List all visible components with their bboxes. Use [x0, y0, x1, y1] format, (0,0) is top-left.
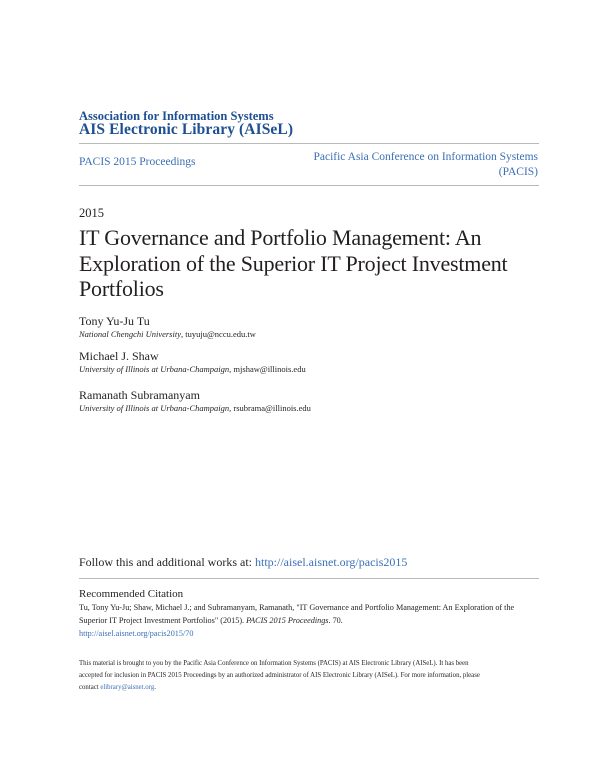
follow-link[interactable]: http://aisel.aisnet.org/pacis2015 [255, 555, 408, 569]
publication-year: 2015 [79, 206, 104, 220]
footer-period: . [154, 684, 156, 691]
title-line-3: Portfolios [79, 276, 164, 301]
citation-text [79, 601, 549, 640]
author-name: Michael J. Shaw [79, 349, 159, 363]
citation-line-1: Tu, Tony Yu-Ju; Shaw, Michael J.; and Subramanyam, Ramanath, "IT Governance and Portfolio Management: An Exploration of the [79, 603, 515, 612]
author-name: Tony Yu-Ju Tu [79, 314, 150, 328]
citation-line-2 [79, 614, 549, 627]
citation-divider [79, 578, 539, 579]
author-email: , mjshaw@illinois.edu [229, 364, 306, 374]
conference-link-line2: (PACIS) [498, 166, 538, 178]
proceedings-link[interactable]: PACIS 2015 Proceedings [79, 156, 196, 168]
citation-line-2-pre: Superior IT Project Investment Portfolios" (2015). [79, 616, 247, 625]
follow-works [79, 555, 407, 570]
author-name: Ramanath Subramanyam [79, 388, 200, 402]
footer-line-3 [79, 682, 549, 694]
author-affiliation [79, 329, 256, 339]
contact-email-link[interactable]: elibrary@aisnet.org [100, 684, 155, 691]
citation-line-2-post: . 70. [328, 616, 343, 625]
recommended-citation-heading: Recommended Citation [79, 588, 184, 600]
title-line-2: Exploration of the Superior IT Project Investment [79, 250, 508, 276]
conference-link[interactable] [278, 150, 538, 180]
citation-link[interactable]: http://aisel.aisnet.org/pacis2015/70 [79, 629, 194, 638]
affiliation-name: University of Illinois at Urbana-Champaign [79, 403, 230, 413]
footer-line-2: accepted for inclusion in PACIS 2015 Proceedings by an authorized administrator of AIS Electronic Library (AISeL). For more information, please [79, 672, 480, 679]
header-divider-top [79, 143, 539, 144]
author-email: , rsubrama@illinois.edu [229, 403, 311, 413]
follow-label: Follow this and additional works at: [79, 555, 255, 569]
header-divider-bottom [79, 185, 539, 186]
footer-note [79, 658, 549, 694]
affiliation-name: National Chengchi University [79, 329, 181, 339]
footer-line-1: This material is brought to you by the Pacific Asia Conference on Information Systems (PACIS) at AIS Electronic Library (AISeL). It has been [79, 660, 469, 667]
affiliation-name: University of Illinois at Urbana-Champaign [79, 364, 230, 374]
footer-contact-label: contact [79, 684, 101, 691]
author-email: , tuyuju@nccu.edu.tw [181, 329, 256, 339]
conference-link-line1: Pacific Asia Conference on Information Systems [313, 151, 538, 163]
paper-title [79, 225, 549, 302]
author-affiliation [79, 403, 311, 413]
title-line-1: IT Governance and Portfolio Management: An [79, 225, 482, 250]
library-name[interactable]: AIS Electronic Library (AISeL) [79, 121, 294, 138]
author-affiliation [79, 364, 306, 374]
association-name[interactable]: Association for Information Systems [79, 109, 274, 123]
citation-proceedings: PACIS 2015 Proceedings [246, 616, 329, 625]
